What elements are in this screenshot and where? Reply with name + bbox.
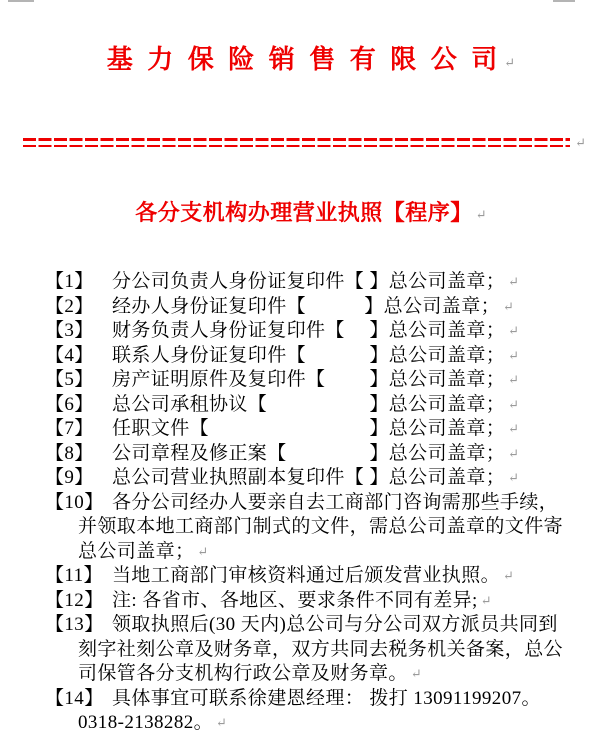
item-number: 【2】 xyxy=(45,295,94,317)
paragraph-mark-icon: ↵ xyxy=(475,207,487,222)
company-title-row xyxy=(0,0,606,118)
paragraph-mark-icon: ↵ xyxy=(216,715,227,730)
item-line: 任职文件【 】总公司盖章； ↵ xyxy=(112,418,520,439)
item-line: 公司章程及修正案【 】总公司盖章； ↵ xyxy=(112,442,520,464)
list-item xyxy=(45,368,580,393)
list-item xyxy=(45,295,580,320)
paragraph-mark-icon: ↵ xyxy=(508,396,520,412)
item-number: 【12】 xyxy=(45,589,104,611)
list-item xyxy=(45,417,580,442)
item-number: 【4】 xyxy=(45,344,94,366)
item-number: 【8】 xyxy=(45,442,94,464)
list-item xyxy=(45,393,580,418)
item-line: 各分公司经办人要亲自去工商部门咨询需那些手续， xyxy=(112,491,559,513)
item-line: 注: 各省市、各地区、要求条件不同有差异; ↵ xyxy=(112,589,492,611)
separator-line-bottom xyxy=(23,145,570,148)
item-line: 经办人身份证复印件【 】总公司盖章； ↵ xyxy=(112,295,514,317)
list-item xyxy=(45,491,580,565)
margin-marker-right-icon xyxy=(553,0,575,2)
list-item xyxy=(45,442,580,467)
double-rule-separator xyxy=(0,135,606,150)
item-number: 【3】 xyxy=(45,320,94,341)
item-number: 【9】 xyxy=(45,467,94,488)
item-line: 并领取本地工商部门制式的文件，需总公司盖章的文件寄 xyxy=(78,516,564,537)
item-number: 【6】 xyxy=(45,393,94,415)
procedure-list xyxy=(0,270,606,736)
paragraph-mark-icon: ↵ xyxy=(508,347,520,363)
margin-marker-left-icon xyxy=(8,0,34,2)
item-number: 【11】 xyxy=(45,565,103,586)
list-item xyxy=(45,589,580,614)
item-line: 房产证明原件及复印件【 】总公司盖章； ↵ xyxy=(112,369,520,390)
item-number: 【10】 xyxy=(45,491,104,513)
item-number: 【13】 xyxy=(45,614,104,635)
paragraph-mark-icon: ↵ xyxy=(410,666,422,681)
item-line: 具体事宜可联系徐建恩经理： 拨打 13091199207。 xyxy=(112,687,541,709)
paragraph-mark-icon: ↵ xyxy=(575,135,586,150)
document-subtitle: 各分支机构办理营业执照【程序】 xyxy=(135,200,473,225)
item-line: 联系人身份证复印件【 】总公司盖章； ↵ xyxy=(112,344,520,366)
paragraph-mark-icon: ↵ xyxy=(197,543,209,559)
item-line: 司保管各分支机构行政公章及财务章。 ↵ xyxy=(78,663,422,684)
separator-line-top xyxy=(23,138,570,141)
paragraph-mark-icon: ↵ xyxy=(508,445,520,461)
item-line: 当地工商部门审核资料通过后颁发营业执照。 ↵ xyxy=(112,565,514,586)
list-item xyxy=(45,344,580,369)
item-number: 【14】 xyxy=(45,687,104,709)
list-item xyxy=(45,466,580,491)
item-line: 分公司负责人身份证复印件【 】总公司盖章； ↵ xyxy=(112,271,520,292)
item-line: 总公司营业执照副本复印件【 】总公司盖章； ↵ xyxy=(112,467,520,488)
item-number: 【7】 xyxy=(45,418,94,439)
item-line: 财务负责人身份证复印件【 】总公司盖章； ↵ xyxy=(112,320,520,341)
item-line: 总公司盖章； ↵ xyxy=(78,540,209,562)
item-number: 【5】 xyxy=(45,369,94,390)
item-line: 刻字社刻公章及财务章，双方共同去税务机关备案，总公 xyxy=(78,638,564,660)
paragraph-mark-icon: ↵ xyxy=(504,55,516,70)
document-subtitle-row xyxy=(0,168,606,261)
item-line: 总公司承租协议【 】总公司盖章； ↵ xyxy=(112,393,520,415)
paragraph-mark-icon: ↵ xyxy=(508,323,520,338)
paragraph-mark-icon: ↵ xyxy=(508,274,520,289)
paragraph-mark-icon: ↵ xyxy=(508,470,520,485)
list-item xyxy=(45,613,580,687)
item-number: 【1】 xyxy=(45,271,94,292)
list-item xyxy=(45,687,580,736)
list-item xyxy=(45,270,580,295)
list-item xyxy=(45,319,580,344)
paragraph-mark-icon: ↵ xyxy=(480,592,492,608)
item-line: 领取执照后(30 天内)总公司与分公司双方派员共同到 xyxy=(112,614,558,635)
paragraph-mark-icon: ↵ xyxy=(508,372,520,387)
paragraph-mark-icon: ↵ xyxy=(508,421,520,436)
paragraph-mark-icon: ↵ xyxy=(503,298,514,314)
item-line: 0318-2138282。 ↵ xyxy=(78,712,227,733)
company-title: 基 力 保 险 销 售 有 限 公 司 xyxy=(106,45,502,74)
paragraph-mark-icon: ↵ xyxy=(503,568,514,583)
list-item xyxy=(45,564,580,589)
